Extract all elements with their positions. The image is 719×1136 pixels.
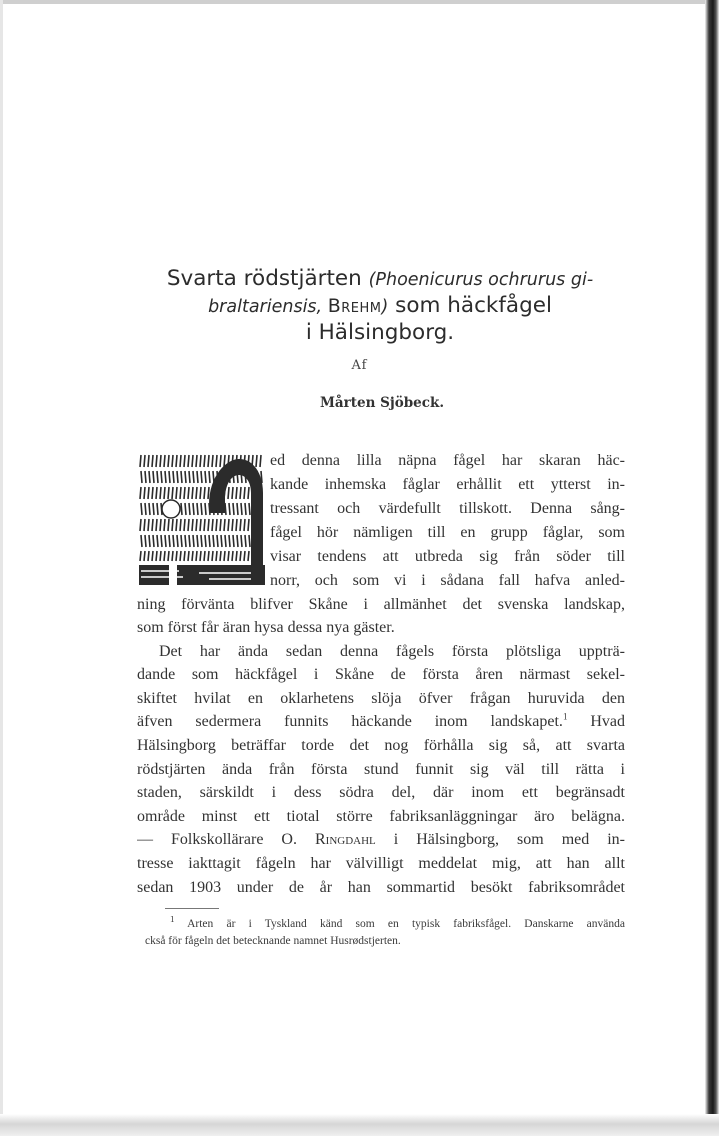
hatch-stroke <box>236 551 237 561</box>
hatch-stroke <box>152 551 153 561</box>
hatch-stroke <box>140 487 141 499</box>
hatch-stroke <box>217 535 218 547</box>
hatch-stroke <box>200 551 201 561</box>
hatch-stroke <box>181 471 182 483</box>
hatch-stroke <box>168 519 169 531</box>
hatch-stroke <box>149 535 150 547</box>
title-latin-2: braltariensis, <box>208 297 328 317</box>
body-line: skiftet hvilat en oklarhetens slöja öfver frågan huruvida den <box>137 690 625 707</box>
hatch-stroke <box>145 503 146 515</box>
body-line <box>137 828 625 852</box>
hatch-stroke <box>209 535 210 547</box>
hatch-stroke <box>216 455 217 467</box>
hatch-stroke <box>144 487 145 499</box>
hatch-stroke <box>152 487 153 499</box>
hatch-stroke <box>244 519 245 531</box>
hatch-stroke <box>228 551 229 561</box>
hatch-stroke <box>221 535 222 547</box>
hatch-stroke <box>228 487 229 499</box>
hatch-stroke <box>189 471 190 483</box>
hatch-stroke <box>192 455 193 467</box>
hatch-stroke <box>185 535 186 547</box>
hatch-stroke <box>248 551 249 561</box>
hatch-stroke <box>160 455 161 467</box>
title-line-3: i Hälsingborg. <box>305 320 455 345</box>
hatch-stroke <box>249 503 250 515</box>
hatch-stroke <box>185 503 186 515</box>
hatch-stroke <box>220 455 221 467</box>
hatch-stroke <box>153 471 154 483</box>
person-name: Ringdahl <box>314 831 376 848</box>
title-authority: Brehm <box>327 295 382 317</box>
hatch-stroke <box>181 503 182 515</box>
hatch-stroke <box>140 551 141 561</box>
hatch-stroke <box>148 455 149 467</box>
hatch-stroke <box>169 471 170 483</box>
hatch-stroke <box>192 551 193 561</box>
hatch-stroke <box>148 519 149 531</box>
title-latin-1: (Phoenicurus ochrurus gi- <box>368 270 594 290</box>
hatch-stroke <box>180 487 181 499</box>
hatch-stroke <box>237 535 238 547</box>
hatch-stroke <box>148 551 149 561</box>
hatch-stroke <box>144 519 145 531</box>
hatch-stroke <box>193 471 194 483</box>
hatch-stroke <box>232 487 233 499</box>
hatch-stroke <box>172 455 173 467</box>
hatch-stroke <box>165 535 166 547</box>
hatch-stroke <box>164 551 165 561</box>
hatch-stroke <box>164 487 165 499</box>
hatch-stroke <box>176 487 177 499</box>
hatch-stroke <box>240 487 241 499</box>
hatch-stroke <box>184 487 185 499</box>
hatch-stroke <box>205 535 206 547</box>
body-line: fågel hör nämligen till en grupp fåglar, som <box>270 524 625 541</box>
hatch-stroke <box>208 519 209 531</box>
hatch-stroke <box>145 471 146 483</box>
hatch-stroke <box>208 551 209 561</box>
body-line <box>137 710 625 734</box>
hatch-stroke <box>216 551 217 561</box>
hatch-stroke <box>153 503 154 515</box>
hatch-stroke <box>180 519 181 531</box>
hatch-stroke <box>161 471 162 483</box>
hatch-stroke <box>144 455 145 467</box>
title-latin-close: ) <box>381 297 389 317</box>
hatch-stroke <box>164 519 165 531</box>
hatch-stroke <box>141 535 142 547</box>
body-line: dande som häckfågel i Skåne de första åren närmast sekel- <box>137 666 625 683</box>
article-title <box>130 266 630 346</box>
footnote-line: ckså för fågeln det betecknande namnet Husrødstjerten. <box>145 935 401 947</box>
body-line: Hälsingborg beträffar torde det nog förhålla sig så, att svarta <box>137 737 625 754</box>
hatch-stroke <box>248 487 249 499</box>
hatch-stroke <box>208 455 209 467</box>
body-line: rödstjärten ända från första stund funnit sig väl till rätta i <box>137 761 625 778</box>
hatch-stroke <box>241 535 242 547</box>
hatch-stroke <box>185 471 186 483</box>
hatch-stroke <box>156 551 157 561</box>
hatch-stroke <box>157 471 158 483</box>
hatch-stroke <box>161 535 162 547</box>
hatch-stroke <box>157 503 158 515</box>
body-line-text: äfven sedermera funnits häckande inom landskapet. <box>137 713 563 730</box>
hatch-stroke <box>188 519 189 531</box>
hatch-stroke <box>180 551 181 561</box>
hatch-stroke <box>196 519 197 531</box>
hatch-stroke <box>237 503 238 515</box>
hatch-stroke <box>205 471 206 483</box>
hatch-stroke <box>204 551 205 561</box>
hatch-stroke <box>193 535 194 547</box>
byline-af: Af <box>351 358 368 373</box>
woodcut-water <box>139 565 265 585</box>
hatch-stroke <box>236 487 237 499</box>
hatch-stroke <box>149 503 150 515</box>
body-line: norr, och som vi i sådana fall hafva anled- <box>270 572 625 589</box>
hatch-stroke <box>196 487 197 499</box>
hatch-stroke <box>240 551 241 561</box>
hatch-stroke <box>189 535 190 547</box>
title-part-2: som häckfågel <box>388 293 552 318</box>
hatch-stroke <box>192 519 193 531</box>
hatch-stroke <box>212 519 213 531</box>
hatch-stroke <box>201 503 202 515</box>
hatch-stroke <box>172 551 173 561</box>
hatch-stroke <box>224 551 225 561</box>
hatch-stroke <box>200 487 201 499</box>
body-line: område minst ett tiotal större fabriksanläggningar äro belägna. <box>137 808 625 825</box>
hatch-stroke <box>184 519 185 531</box>
footnote-divider <box>165 908 219 909</box>
body-line-tail: Hvad <box>567 713 625 730</box>
hatch-stroke <box>245 535 246 547</box>
hatch-stroke <box>160 487 161 499</box>
woodcut-sun <box>162 500 180 518</box>
hatch-stroke <box>168 487 169 499</box>
hatch-stroke <box>188 551 189 561</box>
title-part-1: Svarta rödstjärten <box>166 266 369 291</box>
body-line: som först får äran hysa dessa nya gäster. <box>137 619 395 636</box>
footnote-line <box>170 916 625 932</box>
hatch-stroke <box>173 535 174 547</box>
hatch-stroke <box>225 503 226 515</box>
title-line-2 <box>130 293 630 320</box>
hatch-stroke <box>213 535 214 547</box>
hatch-stroke <box>216 519 217 531</box>
hatch-stroke <box>208 487 209 499</box>
hatch-stroke <box>240 519 241 531</box>
hatch-stroke <box>212 551 213 561</box>
hatch-stroke <box>157 535 158 547</box>
hatch-stroke <box>204 519 205 531</box>
footnote-reference: 1 <box>562 711 568 722</box>
hatch-stroke <box>188 487 189 499</box>
hatch-stroke <box>153 535 154 547</box>
hatch-stroke <box>224 519 225 531</box>
body-line-text: — Folkskollärare O. <box>137 831 315 848</box>
hatch-stroke <box>196 455 197 467</box>
hatch-stroke <box>196 551 197 561</box>
hatch-stroke <box>212 455 213 467</box>
hatch-stroke <box>160 519 161 531</box>
scan-border-bottom <box>0 1114 719 1136</box>
hatch-stroke <box>244 551 245 561</box>
title-line-1 <box>130 266 630 293</box>
hatch-stroke <box>241 503 242 515</box>
hatch-stroke <box>172 519 173 531</box>
hatch-stroke <box>156 519 157 531</box>
hatch-stroke <box>229 503 230 515</box>
hatch-stroke <box>168 455 169 467</box>
hatch-stroke <box>152 455 153 467</box>
hatch-stroke <box>160 551 161 561</box>
hatch-stroke <box>173 471 174 483</box>
footnote-text: Arten är i Tyskland känd som en typisk fabriksfågel. Danskarne använda <box>174 918 625 930</box>
hatch-stroke <box>193 503 194 515</box>
hatch-stroke <box>176 519 177 531</box>
body-line: tressant och värdefullt tillskott. Denna sång- <box>270 500 625 517</box>
hatch-stroke <box>141 471 142 483</box>
hatch-stroke <box>145 535 146 547</box>
hatch-stroke <box>172 487 173 499</box>
hatch-stroke <box>188 455 189 467</box>
hatch-stroke <box>156 487 157 499</box>
hatch-stroke <box>220 519 221 531</box>
body-line: sedan 1903 under de år han sommartid besökt fabriksområdet <box>137 879 625 896</box>
body-line: Det har ända sedan denna fågels första plötsliga uppträ- <box>159 643 625 660</box>
hatch-stroke <box>197 535 198 547</box>
hatch-stroke <box>197 503 198 515</box>
scan-border-top <box>0 0 719 4</box>
scan-border-left <box>0 0 3 1136</box>
hatch-stroke <box>248 519 249 531</box>
hatch-stroke <box>152 519 153 531</box>
hatch-stroke <box>201 471 202 483</box>
hatch-stroke <box>176 455 177 467</box>
hatch-stroke <box>228 519 229 531</box>
hatch-stroke <box>169 535 170 547</box>
author-name: Mårten Sjöbeck. <box>319 395 445 411</box>
hatch-stroke <box>184 551 185 561</box>
body-line: ning förvänta blifver Skåne i allmänhet det svenska landskap, <box>137 596 625 613</box>
hatch-stroke <box>204 487 205 499</box>
hatch-stroke <box>232 551 233 561</box>
hatch-stroke <box>233 535 234 547</box>
hatch-stroke <box>141 503 142 515</box>
hatch-stroke <box>140 519 141 531</box>
hatch-stroke <box>168 551 169 561</box>
hatch-stroke <box>189 503 190 515</box>
hatch-stroke <box>184 455 185 467</box>
footnote-marker: 1 <box>170 916 175 925</box>
hatch-stroke <box>177 535 178 547</box>
hatch-stroke <box>192 487 193 499</box>
hatch-stroke <box>204 455 205 467</box>
hatch-stroke <box>200 519 201 531</box>
hatch-stroke <box>201 535 202 547</box>
hatch-stroke <box>177 471 178 483</box>
hatch-stroke <box>176 551 177 561</box>
hatch-stroke <box>244 487 245 499</box>
body-line: visar tendens att utbreda sig från söder till <box>270 548 625 565</box>
hatch-stroke <box>225 535 226 547</box>
body-line: ed denna lilla näpna fågel har skaran häc- <box>270 452 625 469</box>
body-line: tresse iakttagit fågeln har välvilligt meddelat mig, att han allt <box>137 855 625 872</box>
hatch-stroke <box>164 455 165 467</box>
hatch-stroke <box>200 455 201 467</box>
dropcap-woodcut <box>139 453 265 585</box>
body-line: staden, särskildt i dess södra del, där inom ett begränsadt <box>137 784 625 801</box>
hatch-stroke <box>233 503 234 515</box>
hatch-stroke <box>245 503 246 515</box>
hatch-stroke <box>181 535 182 547</box>
hatch-stroke <box>156 455 157 467</box>
hatch-stroke <box>236 519 237 531</box>
hatch-stroke <box>229 535 230 547</box>
scan-border-right <box>705 0 719 1136</box>
hatch-stroke <box>260 455 261 467</box>
hatch-stroke <box>220 551 221 561</box>
hatch-stroke <box>140 455 141 467</box>
body-line-tail: i Hälsingborg, som med in- <box>393 831 625 848</box>
hatch-stroke <box>197 471 198 483</box>
hatch-stroke <box>256 455 257 467</box>
hatch-stroke <box>209 471 210 483</box>
hatch-stroke <box>249 535 250 547</box>
body-line: kande inhemska fåglar erhållit ett ytterst in- <box>270 476 625 493</box>
hatch-stroke <box>180 455 181 467</box>
hatch-stroke <box>148 487 149 499</box>
hatch-stroke <box>165 471 166 483</box>
hatch-stroke <box>205 503 206 515</box>
hatch-stroke <box>144 551 145 561</box>
hatch-stroke <box>232 519 233 531</box>
hatch-stroke <box>149 471 150 483</box>
